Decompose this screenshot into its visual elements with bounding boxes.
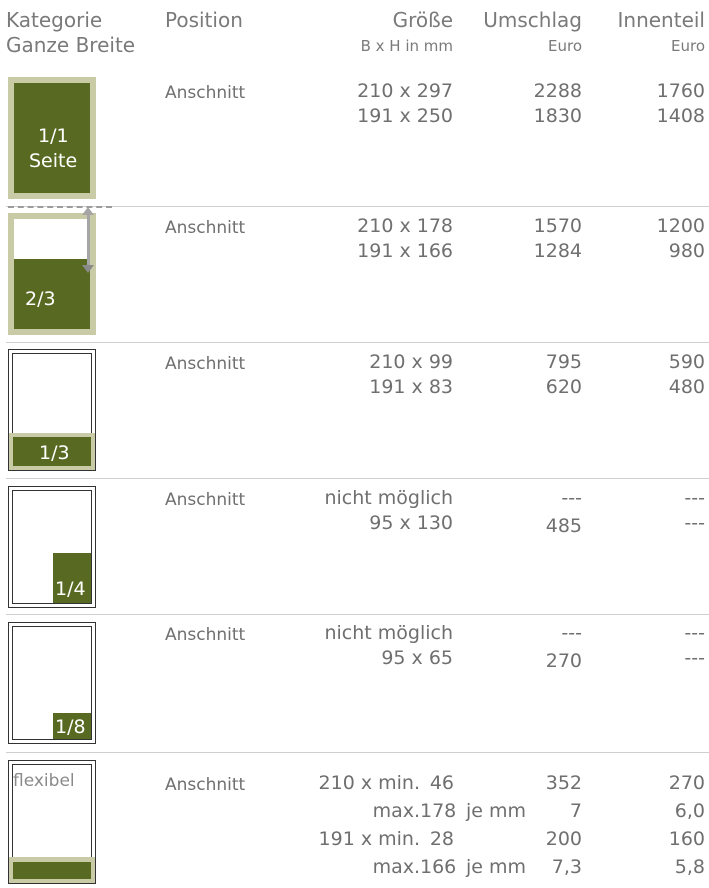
row-divider [6,614,709,615]
row5-size-2: 95 x 65 [381,647,453,669]
row1-innenteil-1: 1760 [656,80,705,102]
header-innenteil: Innenteil [617,8,705,32]
thumb-1-1 [8,77,96,199]
row6-size-value-2: 178 [420,800,457,822]
thumb-1-3-label: 1/3 [39,442,70,464]
row6-size-value-4: 166 [420,856,457,878]
thumb-1-4 [8,486,96,608]
row5-position: Anschnitt [165,625,246,645]
row1-umschlag-2: 1830 [533,105,582,127]
row6-size-value-1: 46 [429,772,454,794]
row5-size-1: nicht möglich [324,622,453,644]
row2-innenteil-1: 1200 [656,215,705,237]
row6-innenteil-2: 6,0 [674,800,705,822]
row3-innenteil-2: 480 [668,376,705,398]
row-divider [6,752,709,753]
row5-umschlag-2: 270 [545,650,582,672]
row6-size-label-4: max. [372,856,420,878]
row2-innenteil-2: 980 [668,240,705,262]
row6-position: Anschnitt [165,775,246,795]
row3-umschlag-2: 620 [545,376,582,398]
thumb-1-3 [8,349,96,471]
row4-size-1: nicht möglich [324,487,453,509]
row3-position: Anschnitt [165,354,246,374]
row4-innenteil-1: --- [684,487,705,509]
thumb-1-8-label: 1/8 [55,716,86,738]
row4-innenteil-2: --- [684,512,705,534]
thumb-1-4-label: 1/4 [55,578,86,600]
row6-innenteil-4: 5,8 [674,856,705,878]
row3-umschlag-1: 795 [545,351,582,373]
row3-size-1: 210 x 99 [369,351,453,373]
measure-arrow [87,213,90,267]
row2-size-2: 191 x 166 [357,240,453,262]
row4-umschlag-1: --- [561,487,582,509]
row2-size-1: 210 x 178 [357,215,453,237]
row5-innenteil-2: --- [684,647,705,669]
row6-umschlag-4: 7,3 [551,856,582,878]
header-ganze-breite: Ganze Breite [6,33,136,57]
row1-umschlag-1: 2288 [533,80,582,102]
row1-innenteil-2: 1408 [656,105,705,127]
row6-size-label-1: 210 x min. [318,772,420,794]
thumb-flexibel [8,760,96,884]
row2-position: Anschnitt [165,218,246,238]
row4-size-2: 95 x 130 [369,512,453,534]
row-divider [6,478,709,479]
row6-innenteil-3: 160 [668,828,705,850]
thumb-1-1-label-line2: Seite [29,150,78,172]
row6-umschlag-3: 200 [545,828,582,850]
header-innenteil-unit: Euro [671,37,705,55]
row6-size-label-2: max. [372,800,420,822]
header-umschlag-unit: Euro [548,37,582,55]
row6-umschlag-1: 352 [545,772,582,794]
row6-umschlag-2: 7 [569,800,582,822]
row3-innenteil-1: 590 [668,351,705,373]
row5-innenteil-1: --- [684,622,705,644]
header-umschlag: Umschlag [483,8,582,32]
arrow-down-icon [82,265,94,273]
header-kategorie: Kategorie [6,8,103,32]
row3-size-2: 191 x 83 [369,376,453,398]
header-position: Position [165,8,243,32]
row2-umschlag-1: 1570 [533,215,582,237]
thumb-2-3-label: 2/3 [25,288,56,310]
row6-size-label-3: 191 x min. [318,828,420,850]
thumb-2-3-blank [14,219,90,259]
row6-size-value-3: 28 [429,828,454,850]
row1-size-1: 210 x 297 [357,80,453,102]
header-groesse-unit: B x H in mm [360,37,453,55]
row1-size-2: 191 x 250 [357,105,453,127]
row4-position: Anschnitt [165,490,246,510]
row4-umschlag-2: 485 [545,515,582,537]
arrow-up-icon [82,207,94,215]
thumb-2-3 [8,213,96,335]
row2-umschlag-2: 1284 [533,240,582,262]
header-groesse: Größe [392,8,453,32]
row6-umschlag-prefix-4: je mm [466,856,527,878]
row5-umschlag-1: --- [561,622,582,644]
row-divider [6,342,709,343]
row1-position: Anschnitt [165,83,246,103]
thumb-1-1-label-line1: 1/1 [38,125,69,147]
thumb-1-8 [8,622,96,744]
row6-umschlag-prefix-2: je mm [466,800,527,822]
thumb-flexibel-label: flexibel [13,771,75,791]
bleed-line [8,206,112,208]
thumb-flexibel-fill [13,862,91,879]
row6-innenteil-1: 270 [668,772,705,794]
